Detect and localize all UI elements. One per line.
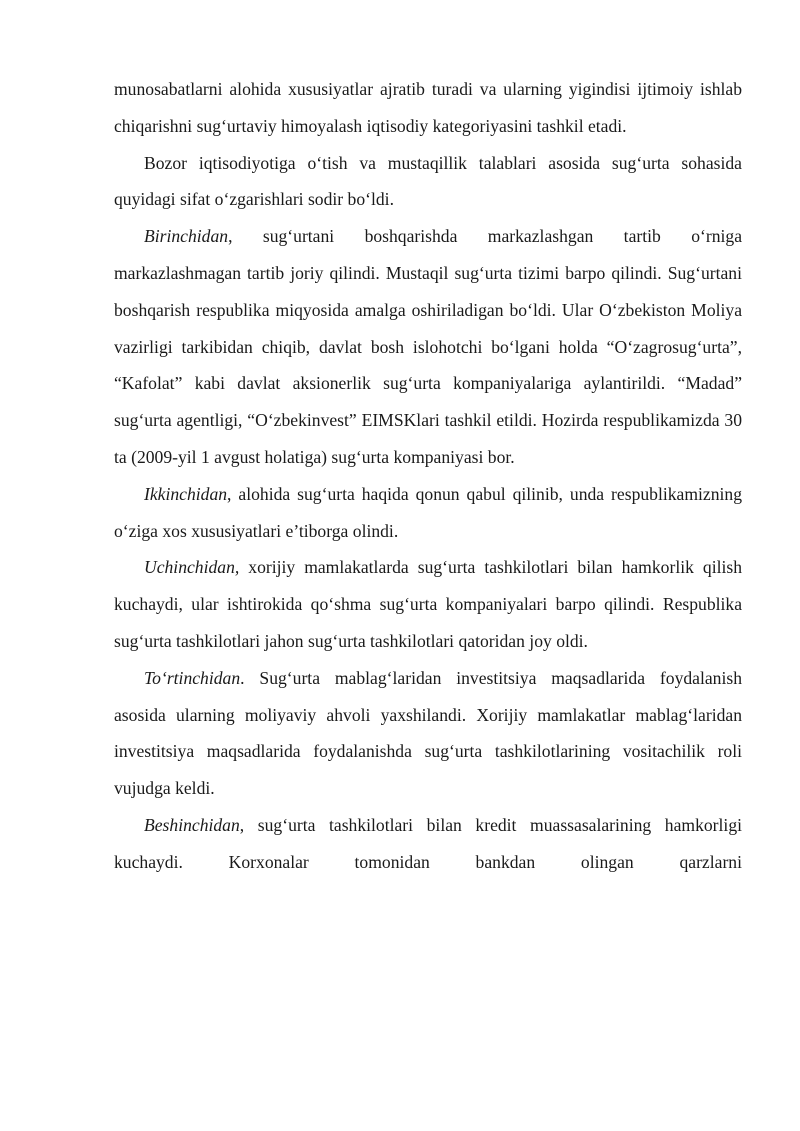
paragraph-tortinchidan <box>114 660 742 807</box>
paragraph-lead: To‘rtinchidan <box>144 667 241 688</box>
paragraph-text: xorijiy mamlakatlarda sug‘urta tashkilotlari bilan hamkorlik qilish kuchaydi, ular ishtirokida qo‘shma sug‘urta kompaniyalari barpo qilindi. Respublika sug‘urta tashkilotlari jahon sug‘urta tashkilotlari qatoridan joy oldi. <box>114 557 742 651</box>
paragraph-ikkinchidan <box>114 476 742 550</box>
paragraph-lead: Beshinchidan <box>144 814 240 835</box>
paragraph-intro <box>114 145 742 219</box>
paragraph-text: . Sug‘urta mablag‘laridan investitsiya maqsadlarida foydalanish asosida ularning moliyaviy ahvoli yaxshilandi. Xorijiy mamlakatlar mablag‘laridan investitsiya maqsadlarida foydalanishda sug‘urta tashkilotlarining vositachilik roli vujudga keldi. <box>114 667 742 799</box>
paragraph-lead: Uchinchidan, <box>144 557 240 578</box>
paragraph-text: Bozor iqtisodiyotiga o‘tish va mustaqillik talablari asosida sug‘urta sohasida quyidagi sifat o‘zgarishlari sodir bo‘ldi. <box>114 152 742 210</box>
paragraph-birinchidan <box>114 218 742 476</box>
paragraph-continuation <box>114 71 742 145</box>
paragraph-lead: Birinchidan <box>144 226 229 247</box>
paragraph-text: , sug‘urtani boshqarishda markazlashgan tartib o‘rniga markazlashmagan tartib joriy qilindi. Mustaqil sug‘urta tizimi barpo qilindi. Sug‘urtani boshqarish respublika miqyosida amalga oshiriladigan bo‘ldi. Ular O‘zbekiston Moliya vazirligi tarkibidan chiqib, davlat bosh islohotchi bo‘lgani holda “O‘zagrosug‘urta”, “Kafolat” kabi davlat aksionerlik sug‘urta kompaniyalariga aylantirildi. “Madad” sug‘urta agentligi, “O‘zbekinvest” EIMSKlari tashkil etildi. Hozirda respublikamizda 30 ta (2009-yil 1 avgust holatiga) sug‘urta kompaniyasi bor. <box>114 226 742 467</box>
paragraph-text: , alohida sug‘urta haqida qonun qabul qilinib, unda respublikamizning o‘ziga xos xususiyatlari e’tiborga olindi. <box>114 483 742 541</box>
paragraph-lead: Ikkinchidan <box>144 483 228 504</box>
paragraph-text: , sug‘urta tashkilotlari bilan kredit muassasalarining hamkorligi kuchaydi. Korxonalar tomonidan bankdan olingan qarzlarni <box>114 814 742 872</box>
paragraph-uchinchidan <box>114 549 742 659</box>
paragraph-text: munosabatlarni alohida xususiyatlar ajratib turadi va ularning yigindisi ijtimoiy ishlab chiqarishni sug‘urtaviy himoyalash iqtisodiy kategoriyasini tashkil etadi. <box>114 79 742 136</box>
paragraph-beshinchidan <box>114 807 742 881</box>
